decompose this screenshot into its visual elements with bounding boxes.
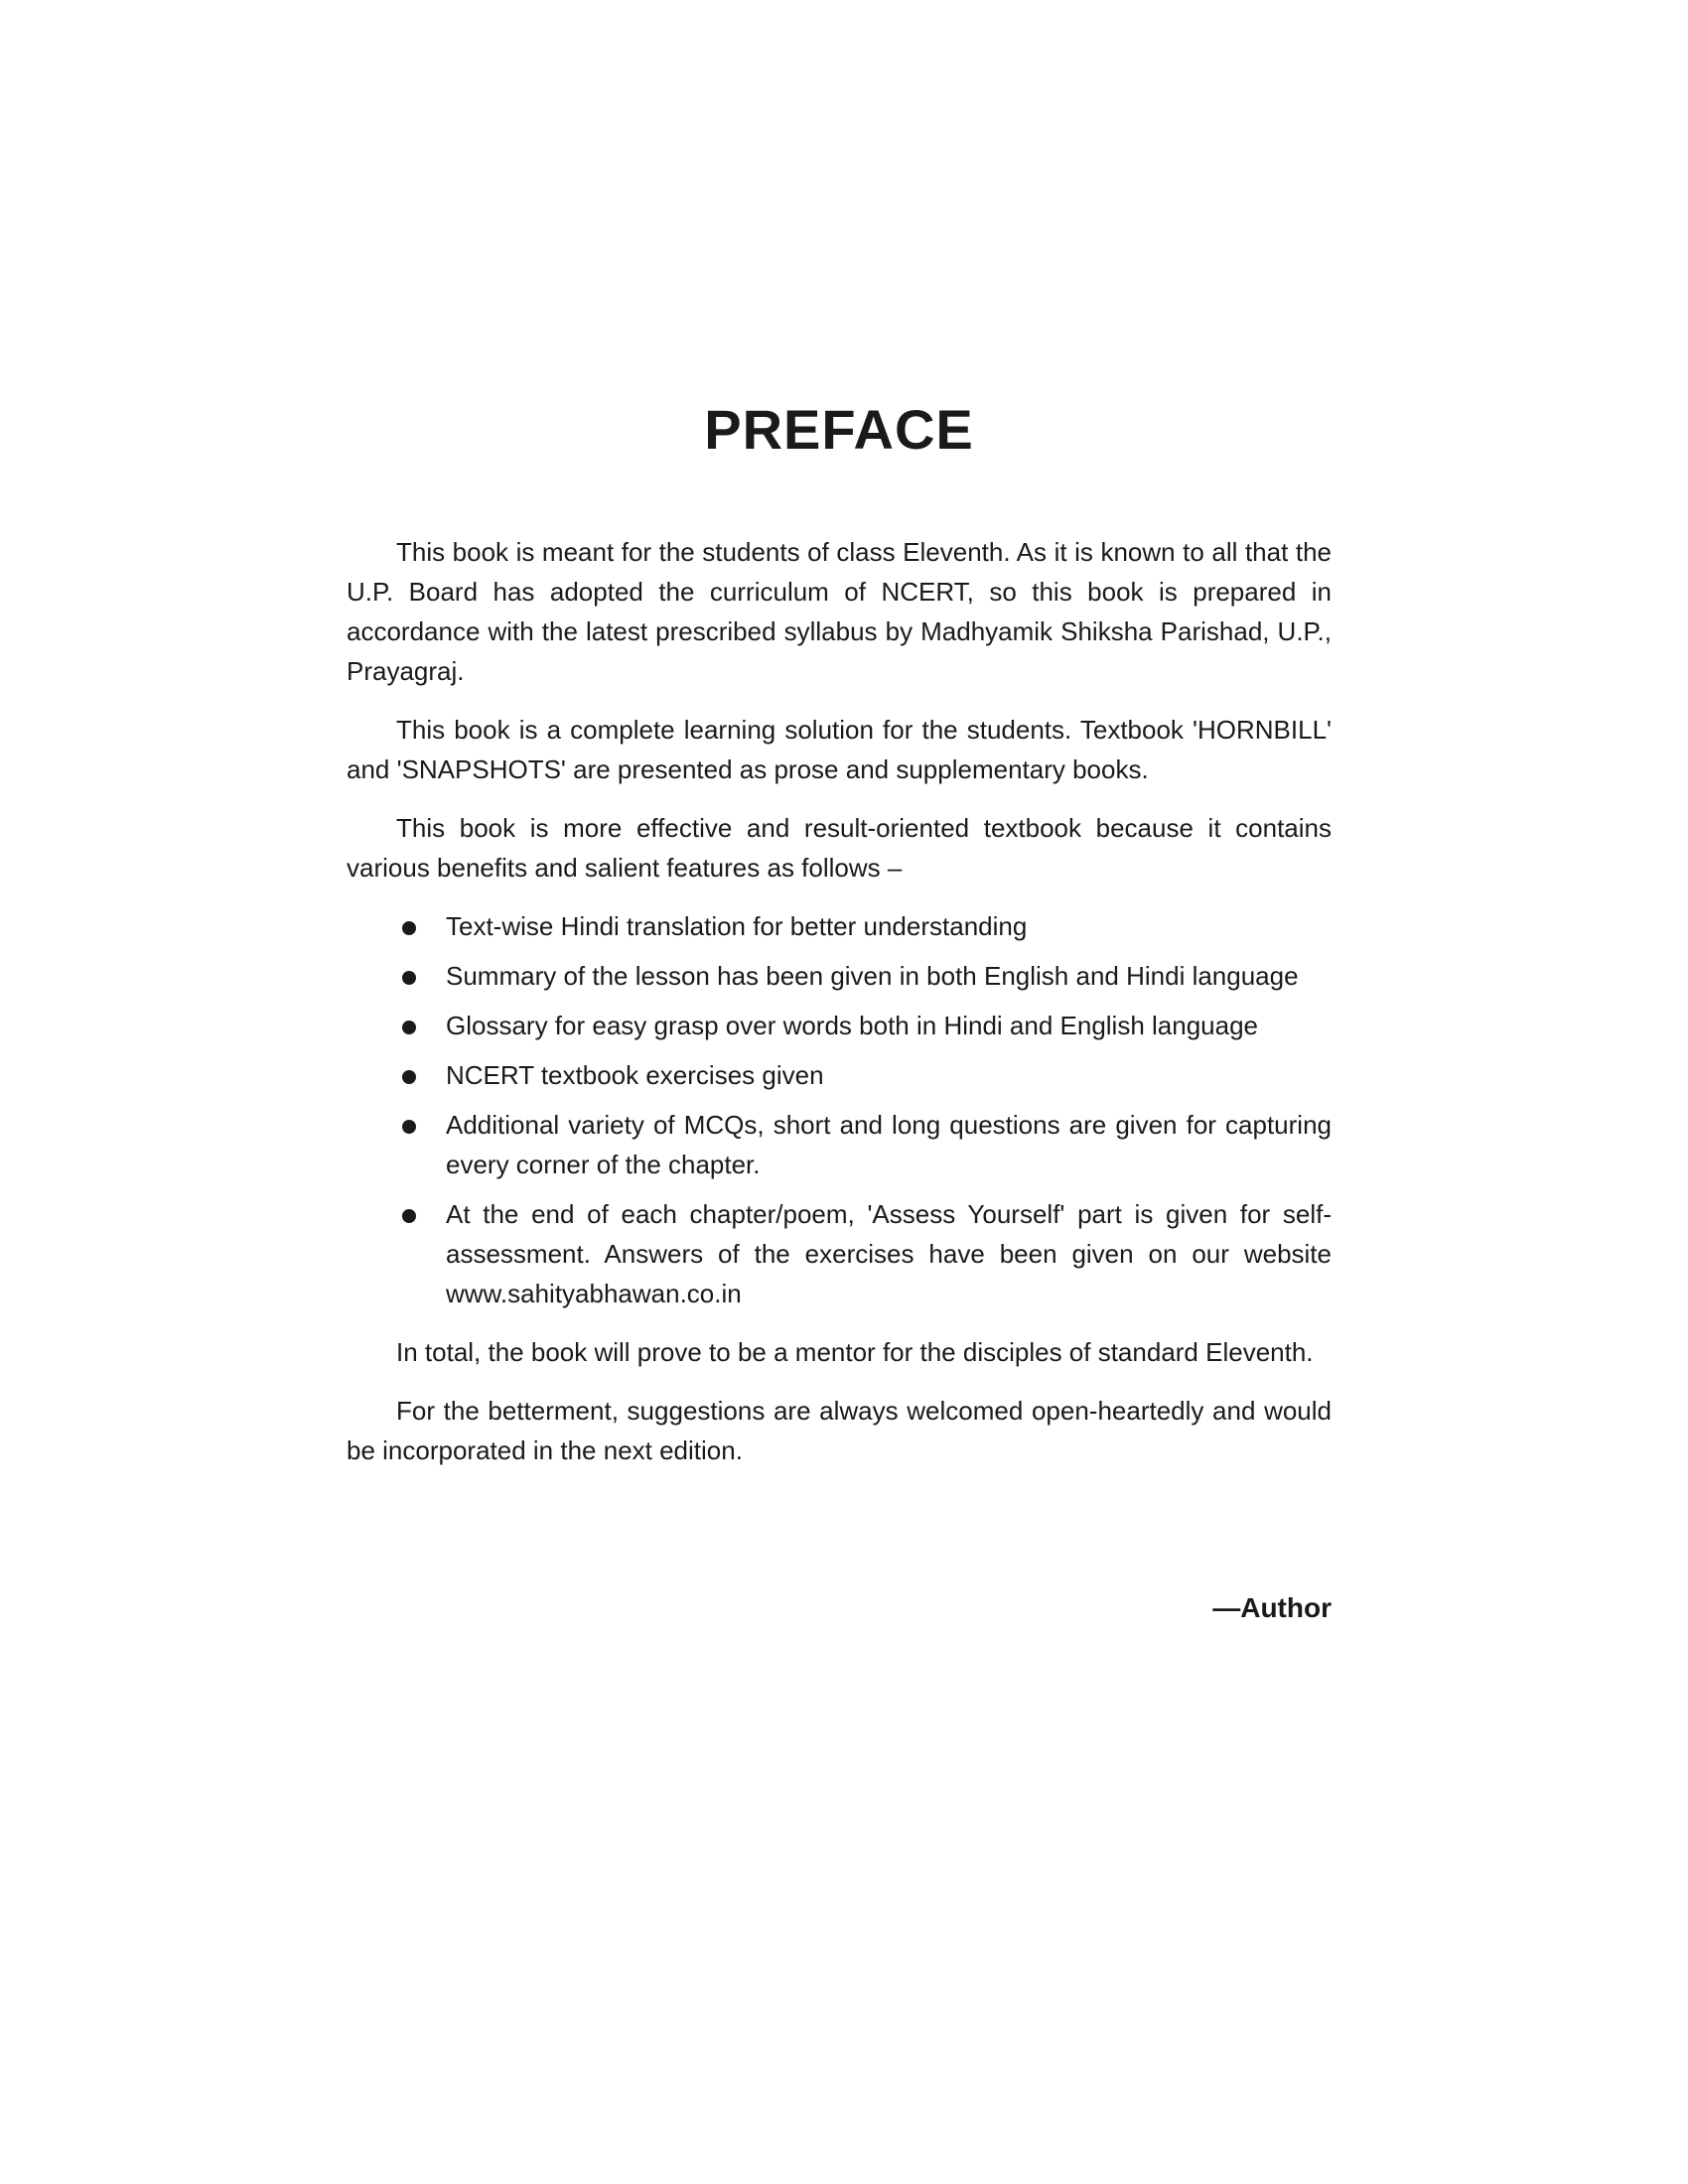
paragraph-features-intro: This book is more effective and result-oriented textbook because it contains various benefits and salient features as follows – — [347, 813, 1332, 883]
list-item — [347, 1105, 1332, 1184]
paragraph-learning-solution: This book is a complete learning solution for the students. Textbook 'HORNBILL' and 'SNAPSHOTS' are presented as prose and supplementary books. — [347, 715, 1332, 784]
feature-text: Glossary for easy grasp over words both in Hindi and English language — [446, 1011, 1259, 1040]
feature-text: Text-wise Hindi translation for better understanding — [446, 911, 1028, 941]
list-item — [347, 1006, 1332, 1045]
preface-page — [347, 0, 1332, 2184]
preface-body — [347, 532, 1332, 1489]
feature-text: At the end of each chapter/poem, 'Assess Yourself' part is given for self-assessment. Answers of the exercises have been given on our website www.sahityabhawan.co.in — [446, 1199, 1332, 1308]
list-item — [347, 956, 1332, 996]
features-list — [347, 906, 1332, 1313]
list-item — [347, 1055, 1332, 1095]
paragraph-intro: This book is meant for the students of class Eleventh. As it is known to all that the U.P. Board has adopted the curriculum of NCERT, so this book is prepared in accordance with the latest prescribed syllabus by Madhyamik Shiksha Parishad, U.P., Prayagraj. — [347, 537, 1332, 686]
paragraph-conclusion: In total, the book will prove to be a mentor for the disciples of standard Eleventh. — [396, 1337, 1314, 1367]
feature-text: Summary of the lesson has been given in both English and Hindi language — [446, 961, 1299, 991]
bullet-icon — [402, 1070, 416, 1084]
feature-text: NCERT textbook exercises given — [446, 1060, 824, 1090]
paragraph-suggestions: For the betterment, suggestions are always welcomed open-heartedly and would be incorporated in the next edition. — [347, 1396, 1332, 1465]
bullet-icon — [402, 1120, 416, 1134]
author-signature: —Author — [1212, 1592, 1332, 1623]
bullet-icon — [402, 1209, 416, 1223]
bullet-icon — [402, 921, 416, 935]
list-item — [347, 1194, 1332, 1313]
feature-text: Additional variety of MCQs, short and long questions are given for capturing every corner of the chapter. — [446, 1110, 1332, 1179]
bullet-icon — [402, 971, 416, 985]
page-title: PREFACE — [704, 398, 974, 461]
bullet-icon — [402, 1021, 416, 1034]
list-item — [347, 906, 1332, 946]
